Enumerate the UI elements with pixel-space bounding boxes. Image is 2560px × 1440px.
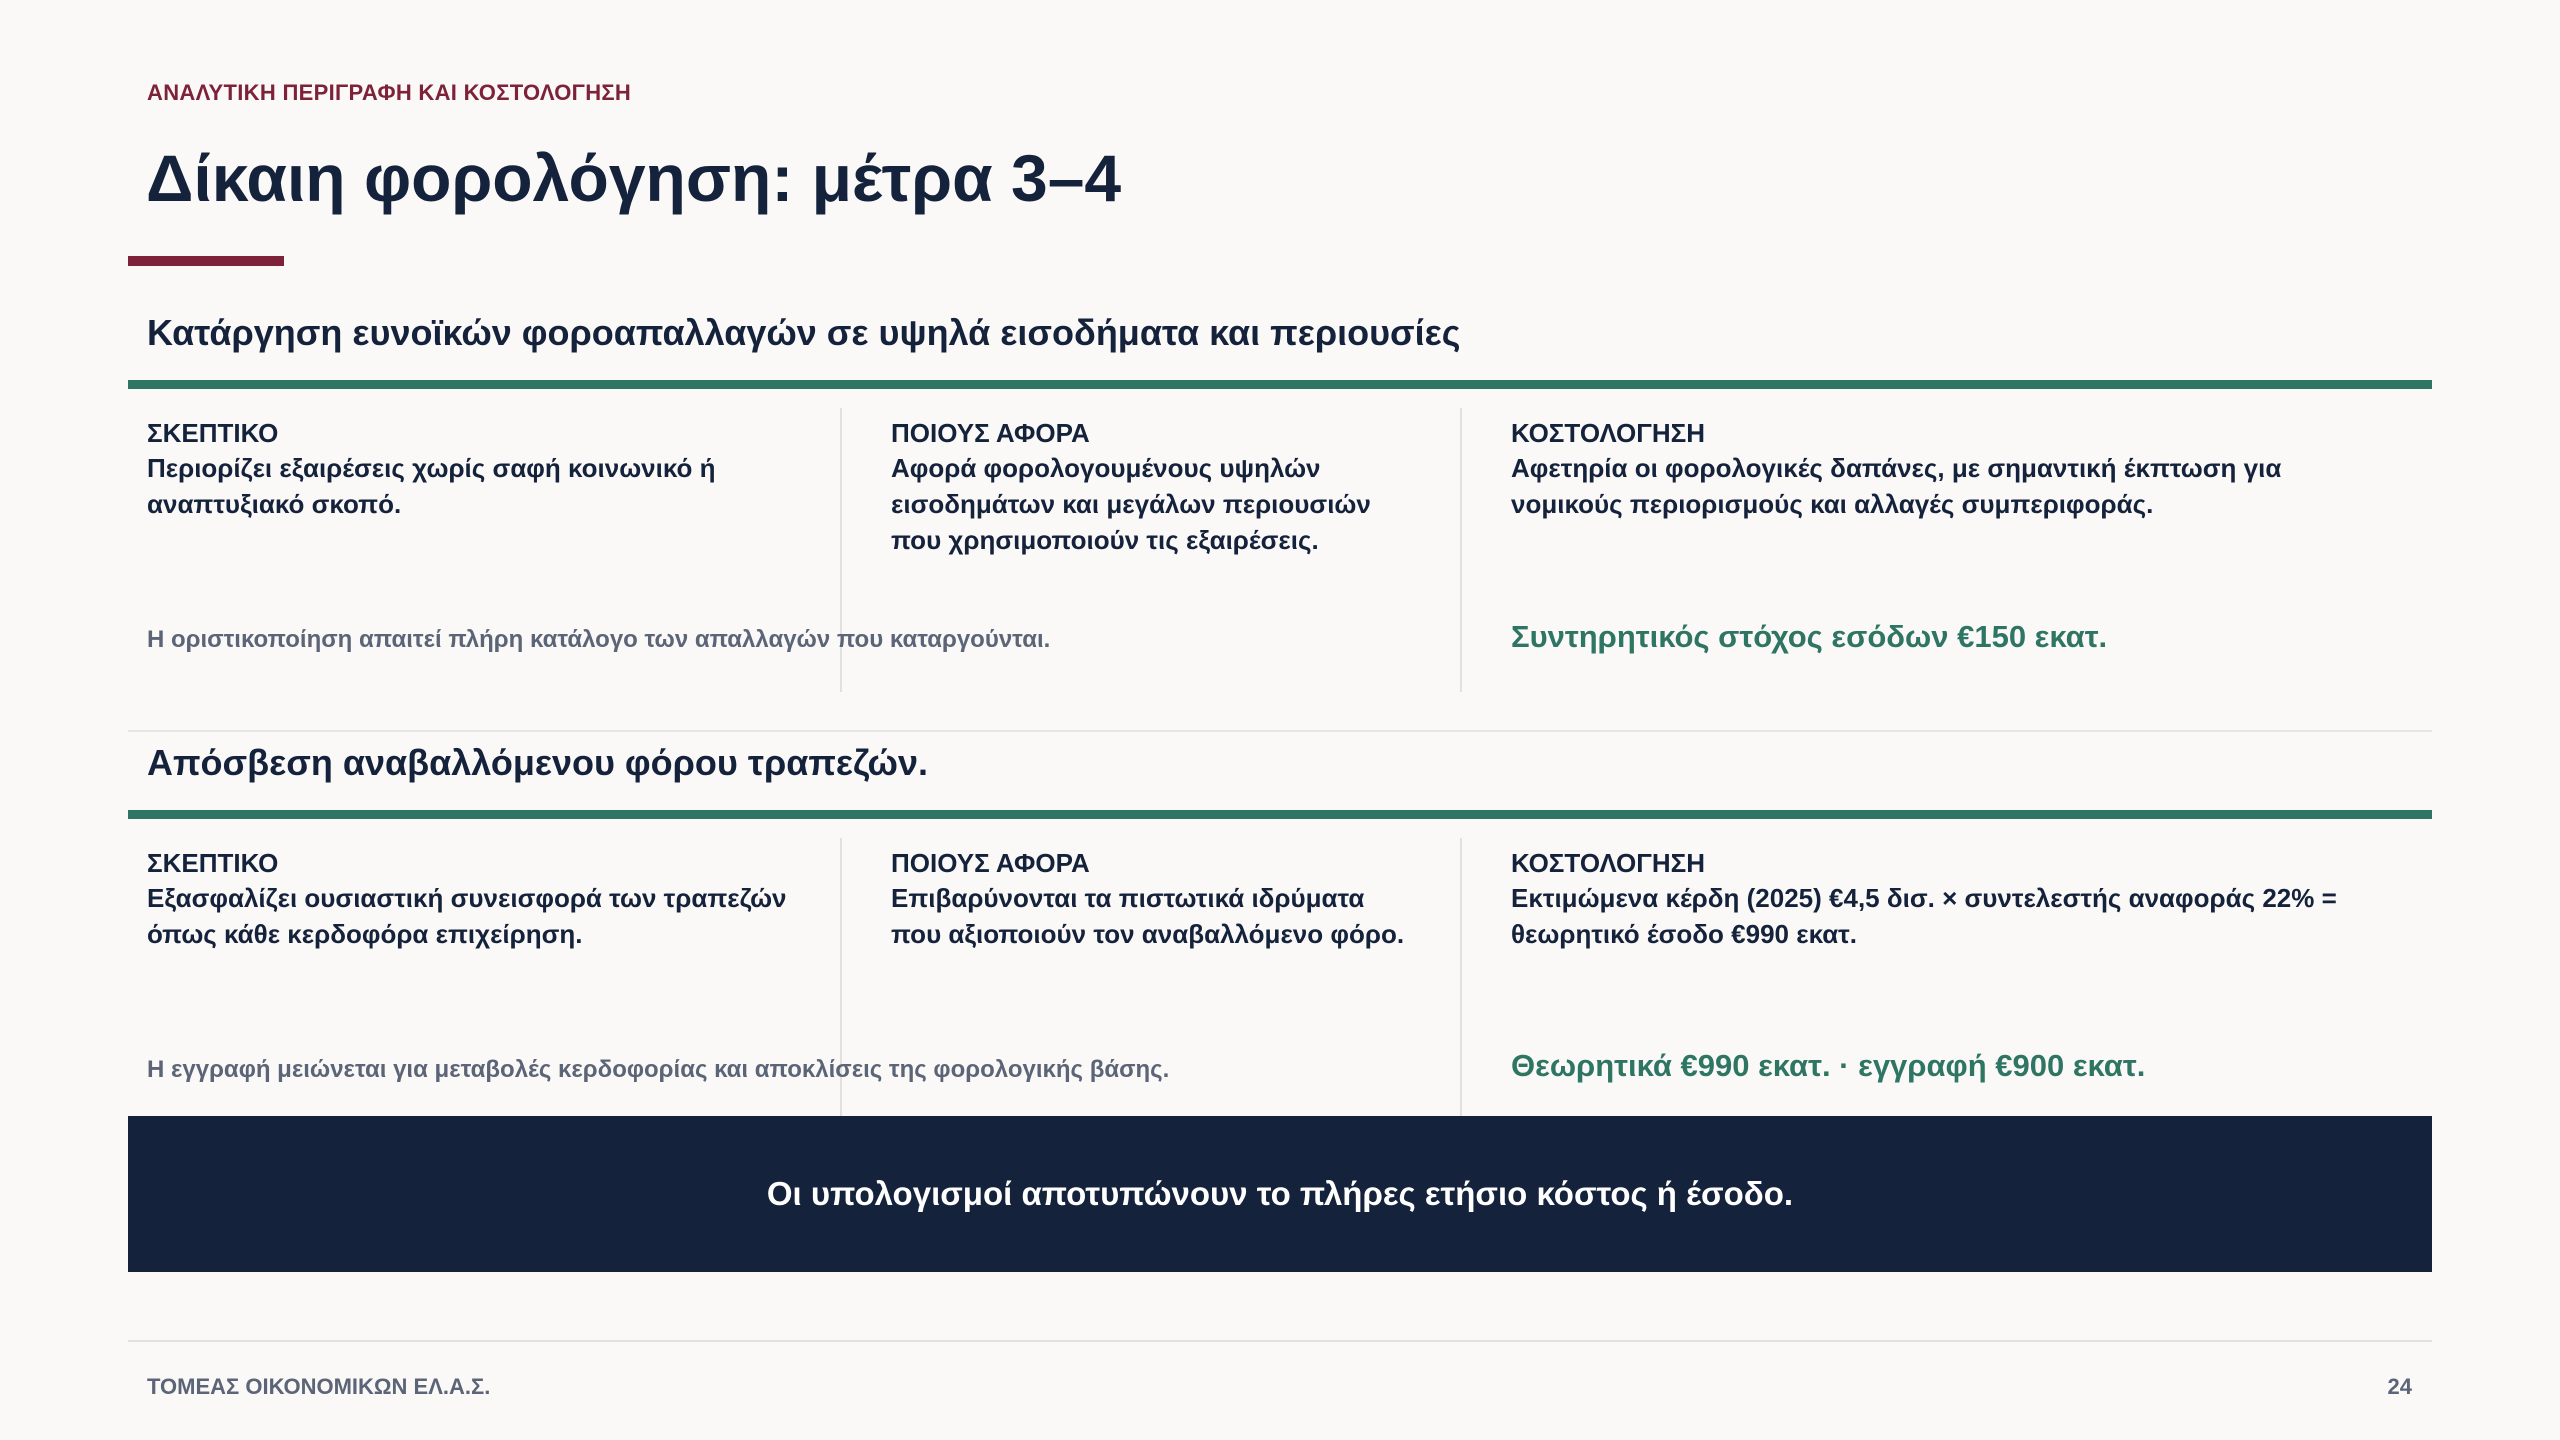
page-number: 24 [2387, 1374, 2412, 1399]
measure-2-rationale-label: ΣΚΕΠΤΙΚΟ [147, 848, 279, 878]
measure-2-note: Η εγγραφή μειώνεται για μεταβολές κερδοφορίας και αποκλίσεις της φορολογικής βάσης. [147, 1056, 1170, 1083]
title-accent-bar [128, 256, 284, 266]
column-divider [1460, 408, 1462, 692]
measure-1-rule [128, 380, 2432, 389]
measure-2-heading: Απόσβεση αναβαλλόμενου φόρου τραπεζών. [147, 742, 928, 783]
measure-1-costing-label: ΚΟΣΤΟΛΟΓΗΣΗ [1511, 418, 1705, 448]
measure-2-costing-text: Εκτιμώμενα κέρδη (2025) €4,5 δισ. × συντελεστής αναφοράς 22% = θεωρητικό έσοδο €990 εκατ. [1511, 883, 2337, 949]
summary-banner-text: Οι υπολογισμοί αποτυπώνουν το πλήρες ετήσιο κόστος ή έσοδο. [766, 1175, 1794, 1212]
footer-rule [128, 1340, 2432, 1342]
section-kicker: ΑΝΑΛΥΤΙΚΗ ΠΕΡΙΓΡΑΦΗ ΚΑΙ ΚΟΣΤΟΛΟΓΗΣΗ [147, 80, 632, 105]
page-title: Δίκαιη φορολόγηση: μέτρα 3–4 [146, 141, 1122, 215]
footer-organization: ΤΟΜΕΑΣ ΟΙΚΟΝΟΜΙΚΩΝ ΕΛ.Α.Σ. [147, 1374, 491, 1399]
measure-2-rationale-text: Εξασφαλίζει ουσιαστική συνεισφορά των τραπεζών όπως κάθε κερδοφόρα επιχείρηση. [147, 883, 787, 949]
measure-1-rationale-label: ΣΚΕΠΤΙΚΟ [147, 418, 279, 448]
measure-1-affects-text: Αφορά φορολογουμένους υψηλών εισοδημάτων και μεγάλων περιουσιών που χρησιμοποιούν τις εξαιρέσεις. [891, 453, 1371, 555]
measure-1-heading: Κατάργηση ευνοϊκών φοροαπαλλαγών σε υψηλά εισοδήματα και περιουσίες [147, 312, 1461, 353]
summary-banner [128, 1116, 2432, 1272]
measure-2-costing-label: ΚΟΣΤΟΛΟΓΗΣΗ [1511, 848, 1705, 878]
measure-2-revenue-target: Θεωρητικά €990 εκατ. · εγγραφή €900 εκατ. [1511, 1048, 2146, 1083]
measure-1-rationale-text: Περιορίζει εξαιρέσεις χωρίς σαφή κοινωνικό ή αναπτυξιακό σκοπό. [147, 453, 716, 519]
section-separator [128, 730, 2432, 732]
measure-1-affects-label: ΠΟΙΟΥΣ ΑΦΟΡΑ [891, 418, 1090, 448]
measure-2-rule [128, 810, 2432, 819]
measure-2-affects-text: Επιβαρύνονται τα πιστωτικά ιδρύματα που αξιοποιούν τον αναβαλλόμενο φόρο. [891, 883, 1405, 949]
measure-1-revenue-target: Συντηρητικός στόχος εσόδων €150 εκατ. [1511, 619, 2108, 654]
measure-1-note: Η οριστικοποίηση απαιτεί πλήρη κατάλογο των απαλλαγών που καταργούνται. [147, 626, 1051, 653]
measure-1-costing-text: Αφετηρία οι φορολογικές δαπάνες, με σημαντική έκπτωση για νομικούς περιορισμούς και αλλαγές συμπεριφοράς. [1511, 453, 2282, 519]
column-divider [1460, 838, 1462, 1116]
measure-2-affects-label: ΠΟΙΟΥΣ ΑΦΟΡΑ [891, 848, 1090, 878]
